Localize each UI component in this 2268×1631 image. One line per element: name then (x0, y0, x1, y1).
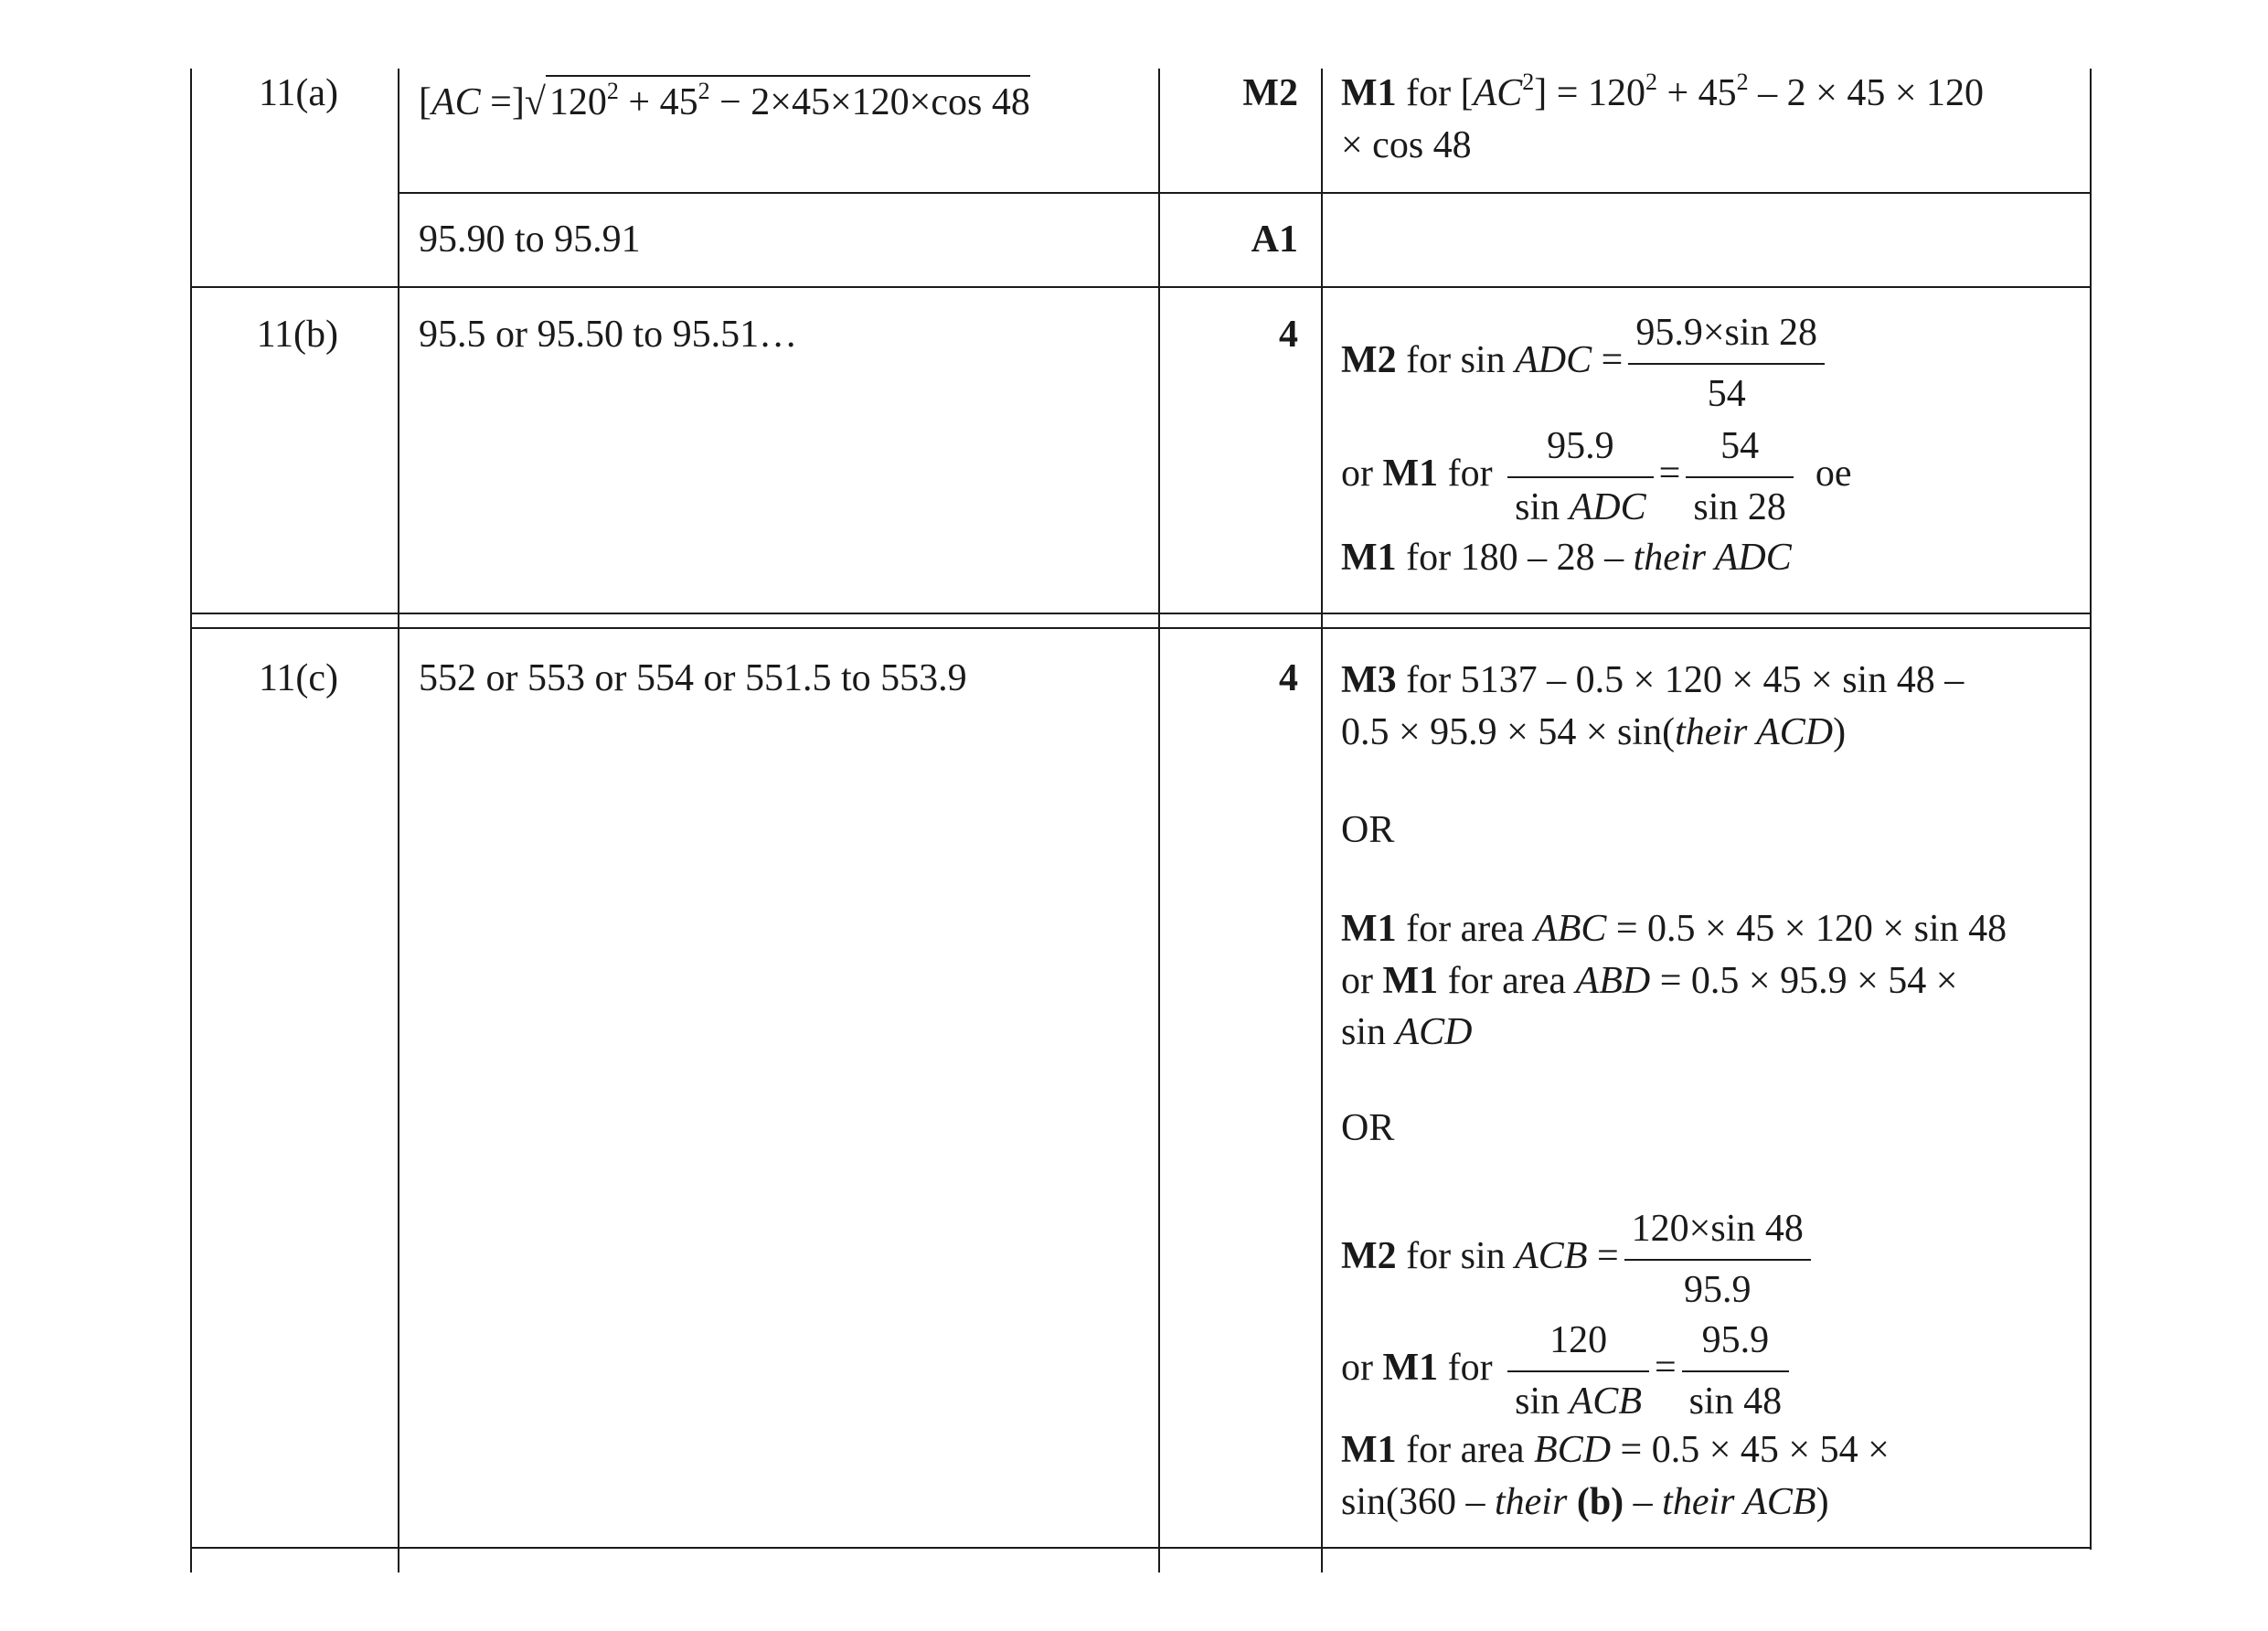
answer-11b: 95.5 or 95.50 to 95.51… (419, 314, 798, 356)
guidance-11b-m2 (1341, 309, 1830, 418)
text: for (1438, 1347, 1503, 1390)
fraction (1628, 309, 1825, 418)
text: = (1654, 1347, 1677, 1390)
text: = (1592, 339, 1624, 382)
numerator: 95.9 (1507, 422, 1654, 478)
text: for 5137 – 0.5 × 120 × 45 × sin 48 – (1396, 659, 1965, 701)
eq-bracket: =] (480, 81, 525, 123)
part-ref: (b) (1576, 1480, 1624, 1523)
square-root (525, 75, 1030, 127)
text: or (1341, 453, 1383, 496)
text: = 0.5 × 95.9 × 54 × (1650, 959, 1958, 1002)
guidance-11c-area-method (1341, 905, 2007, 1057)
text: – 2 × 45 × 120 (1748, 72, 1985, 114)
table-border-left (190, 69, 192, 1572)
text: for area (1396, 1429, 1535, 1471)
method-mark: M2 (1341, 339, 1397, 382)
numerator: 95.9 (1682, 1317, 1790, 1372)
fraction (1624, 1205, 1811, 1314)
denominator (1507, 478, 1654, 532)
text: for (1438, 453, 1503, 496)
denominator: sin 48 (1688, 1380, 1783, 1423)
text: sin (1515, 485, 1570, 528)
numerator: 54 (1686, 422, 1794, 478)
var-abc: ABC (1534, 908, 1607, 950)
method-mark: M1 (1382, 453, 1439, 496)
text: + 45 (1656, 72, 1737, 114)
column-divider-marks (1158, 69, 1160, 1572)
term-cos: − 2×45×120×cos 48 (709, 81, 1030, 123)
text: for area (1438, 959, 1576, 1002)
text: ] = 120 (1534, 72, 1645, 114)
var-adc: ADC (1569, 485, 1646, 528)
fraction (1507, 1317, 1649, 1425)
or-separator-2: OR (1341, 1107, 1395, 1149)
text: = (1658, 453, 1681, 496)
question-number-11a: 11(a) (258, 72, 338, 114)
method-mark: M1 (1341, 908, 1397, 950)
method-mark: M1 (1382, 1347, 1439, 1390)
bracket-open: [ (419, 81, 431, 123)
method-mark: M1 (1341, 72, 1397, 114)
var-acb: ACB (1515, 1235, 1588, 1278)
var-adc: ADC (1515, 339, 1592, 382)
row-divider-a-inner (398, 192, 2092, 194)
guidance-11c-m3 (1341, 656, 1964, 756)
numerator: 95.9×sin 28 (1628, 309, 1825, 365)
text: for area (1396, 908, 1535, 950)
answer-11c: 552 or 553 or 554 or 551.5 to 553.9 (419, 657, 967, 699)
text: = (1587, 1235, 1619, 1278)
their-term: their ACB (1662, 1480, 1816, 1523)
text: = 0.5 × 45 × 54 × (1611, 1429, 1890, 1471)
text (1567, 1481, 1577, 1523)
var-abd: ABD (1575, 959, 1651, 1002)
text: for [ (1396, 72, 1474, 114)
guidance-11b-m1-ratio (1341, 422, 1852, 531)
answer-11a-value: 95.90 to 95.91 (419, 219, 641, 261)
text: sin (1460, 1235, 1516, 1278)
text: for (1396, 1235, 1461, 1278)
text: or (1341, 959, 1383, 1002)
text: 0.5 × 95.9 × 54 × sin( (1341, 710, 1676, 753)
exp: 2 (1645, 69, 1657, 95)
column-divider-guidance (1321, 69, 1323, 1572)
guidance-11c-area-bcd (1341, 1426, 1890, 1526)
guidance-11b-m1-angle (1341, 534, 1792, 582)
denominator (1507, 1372, 1649, 1426)
guidance-11c-m1-ratio (1341, 1317, 1794, 1425)
text: or (1341, 1347, 1383, 1390)
var-bcd: BCD (1534, 1429, 1612, 1471)
denominator: 54 (1707, 372, 1746, 415)
exp-2: 2 (697, 78, 710, 104)
var-acd: ACD (1395, 1011, 1473, 1053)
text: = 0.5 × 45 × 120 × sin 48 (1606, 908, 2007, 950)
var-ac: AC (1473, 72, 1523, 114)
term-45: + 45 (618, 81, 698, 123)
row-divider-c-end (190, 1547, 2092, 1549)
their-term: their (1495, 1480, 1568, 1523)
method-mark: M1 (1382, 959, 1439, 1002)
their-term: their ACD (1675, 710, 1834, 753)
row-divider-b-c-top (190, 613, 2092, 614)
method-mark: M1 (1341, 1429, 1397, 1471)
answer-11a-formula (419, 75, 1030, 127)
radicand (546, 75, 1030, 127)
guidance-11a-line2: × cos 48 (1341, 123, 1472, 166)
radical-sign: √ (524, 81, 546, 123)
guidance-11a (1341, 69, 1984, 169)
their-term: their ADC (1633, 537, 1792, 579)
exp-1: 2 (606, 78, 619, 104)
method-mark: M2 (1341, 1235, 1397, 1278)
text: sin (1341, 1011, 1396, 1053)
method-mark: M1 (1341, 537, 1397, 579)
var-acb: ACB (1569, 1380, 1642, 1423)
question-number-11c: 11(c) (258, 657, 338, 699)
text: sin (1460, 339, 1516, 382)
fraction (1686, 422, 1794, 531)
guidance-11a-line1 (1341, 69, 1984, 118)
text: sin(360 – (1341, 1480, 1495, 1523)
method-mark: M3 (1341, 659, 1397, 701)
exp: 2 (1522, 69, 1535, 95)
row-divider-a-b (190, 286, 2092, 288)
mark-11a-m2: M2 (1242, 72, 1298, 114)
denominator: sin 28 (1693, 485, 1786, 528)
text: oe (1815, 453, 1852, 496)
text: for (1396, 339, 1461, 382)
question-number-11b: 11(b) (256, 314, 338, 356)
exp: 2 (1736, 69, 1749, 95)
guidance-11c-m2-sine (1341, 1205, 1816, 1314)
mark-11c: 4 (1279, 657, 1298, 699)
text: sin (1515, 1380, 1570, 1423)
term-120: 120 (548, 81, 607, 123)
text: – (1624, 1480, 1663, 1523)
text: ) (1833, 710, 1847, 753)
row-divider-b-c-bottom (190, 627, 2092, 629)
numerator: 120 (1507, 1317, 1649, 1372)
text: ) (1815, 1480, 1829, 1523)
var-ac: AC (431, 81, 481, 123)
table-border-right (2090, 69, 2092, 1550)
or-separator-1: OR (1341, 809, 1395, 851)
fraction (1507, 422, 1654, 531)
column-divider-answer (398, 69, 399, 1572)
denominator: 95.9 (1684, 1268, 1752, 1311)
text: for 180 – 28 – (1396, 537, 1634, 579)
mark-11b: 4 (1279, 314, 1298, 356)
mark-11a-a1: A1 (1251, 219, 1298, 261)
numerator: 120×sin 48 (1624, 1205, 1811, 1261)
fraction (1682, 1317, 1790, 1425)
